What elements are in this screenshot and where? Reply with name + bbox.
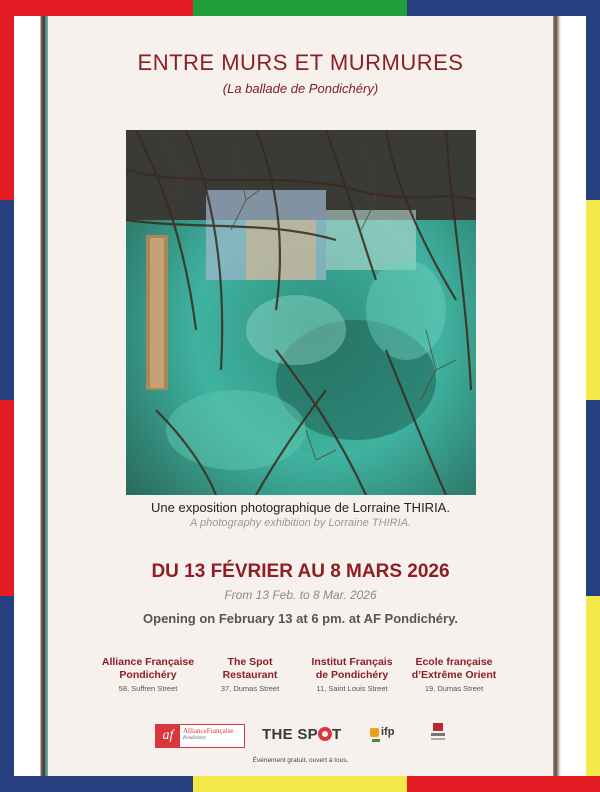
exhibition-photo	[126, 130, 476, 495]
the-spot-logo-text: THE SP	[262, 726, 318, 743]
frame-right-yellow	[586, 596, 600, 776]
venue-efeo	[394, 656, 514, 693]
venue-address: 58, Suffren Street	[118, 684, 178, 693]
venue-address: 37, Dumas Street	[220, 684, 280, 693]
photo-wall-turquoise-icon	[126, 130, 476, 495]
venue-name: Ecole française d’Extrême Orient	[411, 656, 497, 681]
frame-top-navy	[407, 0, 600, 16]
efeo-bar-icon	[431, 738, 445, 740]
frame-right-yellow	[586, 200, 600, 400]
frame-bottom-red	[407, 776, 600, 792]
ifp-logo	[370, 726, 406, 746]
spot-o-icon	[318, 727, 332, 741]
opening-info: Opening on February 13 at 6 pm. at AF Pondichéry.	[143, 611, 458, 626]
poster-subtitle: (La ballade de Pondichéry)	[222, 81, 379, 96]
frame-left-red	[0, 400, 14, 596]
ifp-underline-icon	[372, 739, 380, 742]
the-spot-logo	[262, 726, 348, 746]
venue-address: 19, Dumas Street	[424, 684, 484, 693]
venue-name: The Spot Restaurant	[222, 656, 278, 681]
efeo-logo	[428, 723, 448, 745]
frame-left-navy	[0, 596, 14, 776]
ifp-logo-text: ifp	[381, 726, 395, 738]
footer-note: Événement gratuit, ouvert à tous.	[252, 757, 349, 764]
frame-left-navy	[0, 200, 14, 400]
efeo-bar-icon	[431, 733, 445, 736]
frame-left-red	[0, 16, 14, 200]
the-spot-logo-text-end: T	[331, 726, 342, 743]
af-logo-text	[183, 727, 234, 743]
venue-address: 11, Saint Louis Street	[316, 684, 388, 693]
frame-top-green	[193, 0, 407, 16]
background-photo-strip-left	[14, 16, 48, 776]
af-logo-name: AllianceFrançaise	[183, 727, 234, 735]
af-logo-mark: af	[156, 725, 180, 747]
exhibition-description-fr: Une exposition photographique de Lorraine THIRIA.	[151, 500, 450, 515]
alliance-francaise-logo	[155, 724, 245, 748]
background-photo-strip-right	[553, 16, 586, 776]
exhibition-dates-fr: DU 13 FÉVRIER AU 8 MARS 2026	[151, 561, 450, 582]
exhibition-dates-en: From 13 Feb. to 8 Mar. 2026	[224, 588, 377, 602]
frame-top-red	[0, 0, 193, 16]
venue-name: Alliance Française Pondichéry	[101, 656, 195, 681]
frame-right-navy	[586, 400, 600, 596]
frame-right-navy	[586, 16, 600, 200]
frame-bottom-yellow	[193, 776, 407, 792]
poster-title: ENTRE MURS ET MURMURES	[137, 50, 464, 75]
venue-name: Institut Français de Pondichéry	[311, 656, 393, 681]
ifp-mark-icon	[370, 728, 379, 737]
efeo-emblem-icon	[433, 723, 443, 731]
exhibition-description-en: A photography exhibition by Lorraine THIRIA.	[190, 517, 411, 529]
frame-bottom-navy	[0, 776, 193, 792]
af-logo-city: Pondichéry	[183, 736, 207, 741]
